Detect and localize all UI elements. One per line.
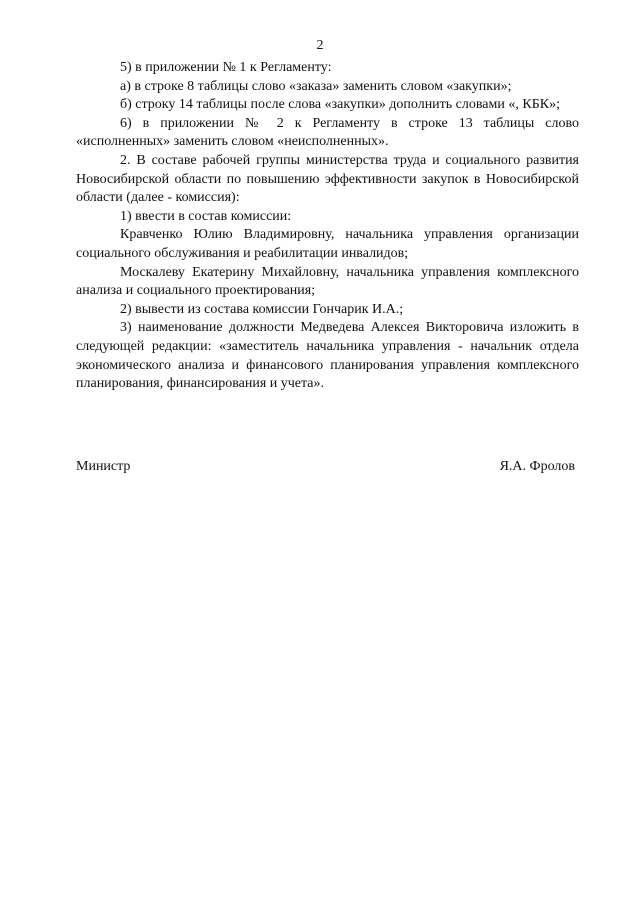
paragraph: Кравченко Юлию Владимировну, начальника управления организации социального обслуживания и реабилитации инвалидов;: [76, 227, 579, 261]
document-body: [76, 59, 579, 394]
paragraph: а) в строке 8 таблицы слово «заказа» заменить словом «закупки»;: [120, 78, 512, 94]
paragraph: 2. В составе рабочей группы министерства труда и социального развития Новосибирской области по повышению эффективности закупок в Новосибирской области (далее - комиссия):: [76, 152, 579, 206]
signature-block: [76, 459, 575, 475]
page-number: 2: [316, 38, 324, 53]
signatory-name: Я.А. Фролов: [499, 459, 575, 474]
signatory-position: Министр: [76, 459, 131, 474]
paragraph: 5) в приложении № 1 к Регламенту:: [120, 60, 332, 75]
paragraph: Москалеву Екатерину Михайловну, начальника управления комплексного анализа и социального проектирования;: [76, 264, 579, 299]
paragraph: б) строку 14 таблицы после слова «закупки» дополнить словами «, КБК»;: [120, 97, 560, 113]
paragraph: 2) вывести из состава комиссии Гончарик И.А.;: [120, 301, 404, 317]
paragraph: 3) наименование должности Медведева Алексея Викторовича изложить в следующей редакции: «заместитель начальника управления - начальник отдела экономического анализа и финансового планирования управления комплексного планирования, финансирования и учета».: [76, 320, 579, 392]
paragraph: 6) в приложении № 2 к Регламенту в строке 13 таблицы слово «исполненных» заменить словом «неисполненных».: [76, 115, 579, 150]
paragraph: 1) ввести в состав комиссии:: [120, 208, 292, 224]
